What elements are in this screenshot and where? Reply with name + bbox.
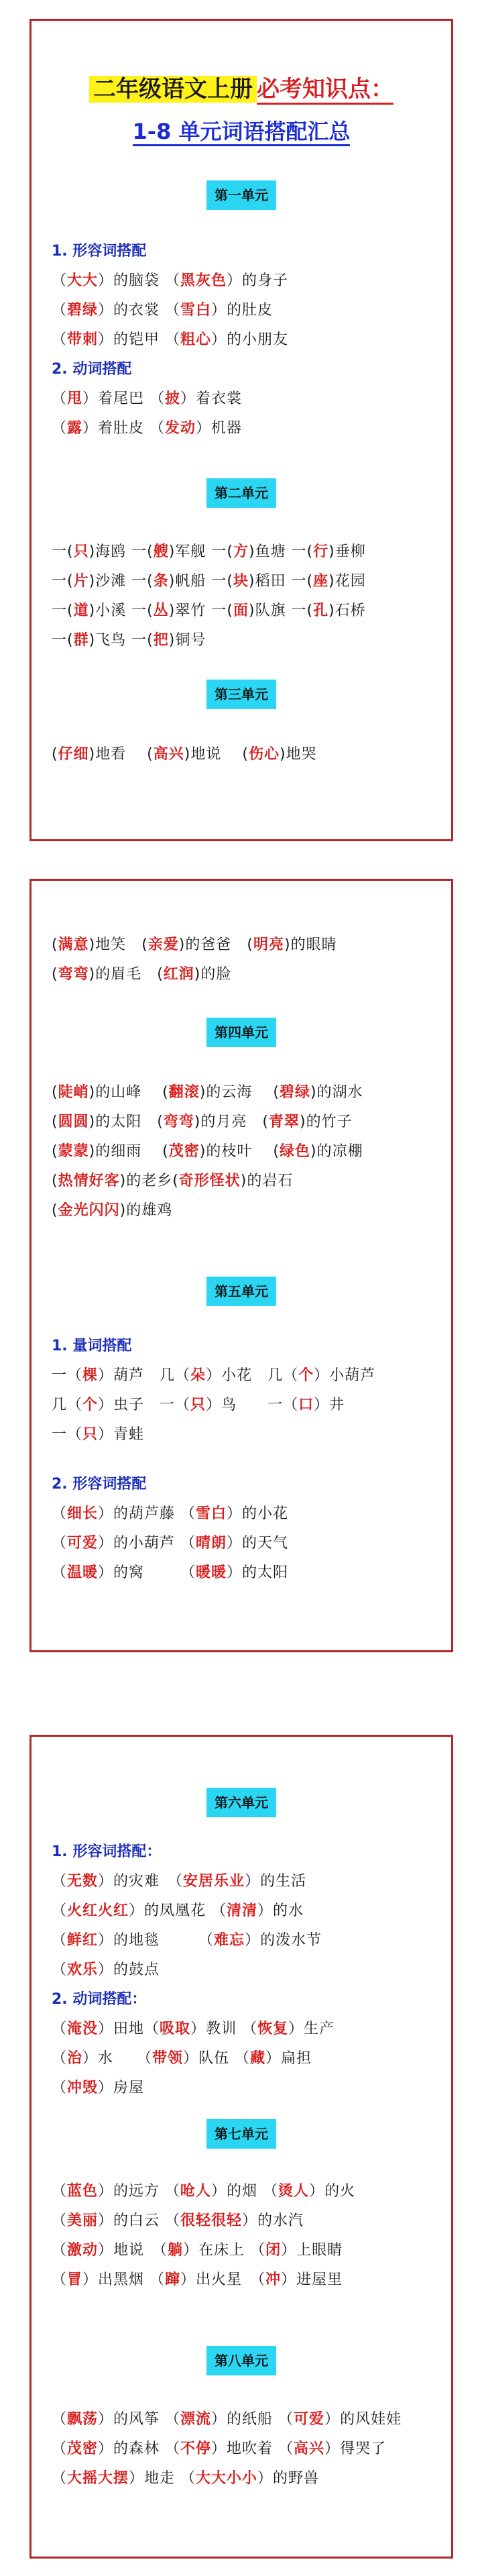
phrase-row: (金光闪闪)的雄鸡: [52, 1202, 173, 1219]
unit-7-content: [52, 2177, 438, 2295]
phrase-row: 一（棵）葫芦 几（朵）小花 几（个）小葫芦: [52, 1367, 376, 1384]
title-subtitle: 1-8 单元词语搭配汇总: [133, 119, 351, 146]
sub-heading: 2. 形容词搭配: [52, 1476, 147, 1493]
unit-heading-4: 第四单元: [32, 1018, 451, 1047]
unit-8-content: [52, 2405, 438, 2493]
unit-heading-8: 第八单元: [32, 2346, 451, 2375]
phrase-row: 一(片)沙滩 一(条)帆船 一(块)稻田 一(座)花园: [52, 573, 366, 590]
unit-heading-7: 第七单元: [32, 2119, 451, 2149]
sub-heading: 1. 量词搭配: [52, 1338, 132, 1354]
phrase-row: 一(只)海鸥 一(艘)军舰 一(方)鱼塘 一(行)垂柳: [52, 543, 366, 560]
phrase-row: (热情好客)的老乡(奇形怪状)的岩石: [52, 1173, 294, 1189]
unit-heading-6: 第六单元: [32, 1788, 451, 1817]
title-highlight: 二年级语文上册: [89, 76, 257, 103]
phrase-row: 几（个）虫子 一（只）鸟 一（口）井: [52, 1397, 345, 1413]
title-red: 必考知识点：: [257, 76, 394, 105]
card-3: [29, 1735, 453, 2559]
page-title: [32, 21, 451, 147]
unit-heading-2: 第二单元: [32, 478, 451, 508]
unit-3-continued: [52, 930, 438, 989]
sub-heading: 1. 形容词搭配: [52, 243, 147, 260]
phrase-row: （带刺）的铠甲 （粗心）的小朋友: [52, 331, 289, 348]
unit-4-content: [52, 1078, 438, 1226]
sub-heading: 2. 动词搭配: [52, 361, 132, 378]
phrase-row: 一（只）青蛙: [52, 1426, 145, 1443]
phrase-row: （治）水 （带领）队伍 （藏）扁担: [52, 2050, 312, 2067]
phrase-row: （可爱）的小葫芦 （晴朗）的天气: [52, 1535, 289, 1552]
phrase-row: （激动）地说 （躺）在床上 （闭）上眼睛: [52, 2242, 343, 2259]
phrase-row: （飘荡）的风筝 （漂流）的纸船 （可爱）的风娃娃: [52, 2411, 402, 2428]
unit-3-content: [52, 740, 438, 769]
unit-heading-3: 第三单元: [32, 680, 451, 709]
unit-5-content: [52, 1332, 438, 1588]
unit-2-content: [52, 537, 438, 655]
phrase-row: （茂密）的森林 （不停）地吹着 （高兴）得哭了: [52, 2440, 387, 2457]
phrase-row: (圆圆)的太阳 (弯弯)的月亮 (青翠)的竹子: [52, 1114, 353, 1130]
phrase-row: （大摇大摆）地走 （大大小小）的野兽: [52, 2470, 320, 2487]
phrase-row: （温暖）的窝 （暖暖）的太阳: [52, 1564, 289, 1581]
phrase-row: （淹没）田地（吸取）教训 （恢复）生产: [52, 2021, 335, 2037]
phrase-row: (蒙蒙)的细雨 (茂密)的枝叶 (绿色)的凉棚: [52, 1143, 363, 1160]
phrase-row: （细长）的葫芦藤 （雪白）的小花: [52, 1505, 289, 1522]
phrase-row: （冒）出黑烟 （蹿）出火星 （冲）进屋里: [52, 2271, 343, 2288]
phrase-row: （火红火红）的凤凰花 （清清）的水: [52, 1902, 304, 1919]
phrase-row: （欢乐）的鼓点: [52, 1962, 160, 1978]
phrase-row: （无数）的灾难 （安居乐业）的生活: [52, 1873, 307, 1890]
sub-heading: 1. 形容词搭配：: [52, 1843, 162, 1860]
phrase-row: 一(道)小溪 一(丛)翠竹 一(面)队旗 一(孔)石桥: [52, 602, 366, 619]
unit-6-content: [52, 1837, 438, 2103]
phrase-row: （露）着肚皮 （发动）机器: [52, 420, 243, 437]
card-2: [29, 879, 453, 1652]
phrase-row: （大大）的脑袋 （黑灰色）的身子: [52, 272, 289, 289]
phrase-row: （美丽）的白云 （很轻很轻）的水汽: [52, 2212, 304, 2229]
phrase-row: （鲜红）的地毯 （难忘）的泼水节: [52, 1932, 322, 1949]
phrase-row: (弯弯)的眉毛 (红润)的脸: [52, 966, 232, 983]
phrase-row: （甩）着尾巴 （披）着衣裳: [52, 390, 243, 407]
sub-heading: 2. 动词搭配：: [52, 1991, 147, 2008]
phrase-row: （蓝色）的远方 （呛人）的烟 （烫人）的火: [52, 2183, 356, 2200]
phrase-row: (仔细)地看 (高兴)地说 (伤心)地哭: [52, 746, 317, 763]
phrase-row: （碧绿）的衣裳 （雪白）的肚皮: [52, 302, 274, 319]
unit-heading-5: 第五单元: [32, 1277, 451, 1306]
unit-heading-1: 第一单元: [32, 180, 451, 210]
phrase-row: （冲毁）房屋: [52, 2080, 145, 2096]
unit-1-content: [52, 237, 438, 443]
card-1: [29, 19, 453, 841]
phrase-row: (陡峭)的山峰 (翻滚)的云海 (碧绿)的湖水: [52, 1084, 363, 1101]
phrase-row: (满意)地笑 (亲爱)的爸爸 (明亮)的眼睛: [52, 936, 337, 953]
phrase-row: 一(群)飞鸟 一(把)铜号: [52, 632, 206, 649]
